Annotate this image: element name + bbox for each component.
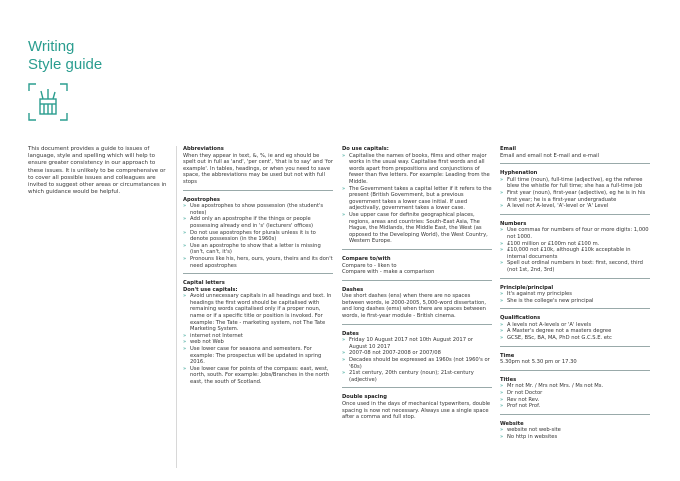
section-heading: Qualifications	[500, 315, 541, 322]
divider	[500, 163, 650, 164]
column-3	[500, 146, 650, 441]
bullet-list	[183, 293, 333, 385]
list-item: » £10,000 not £10k, although £10k acceptable in internal documents	[500, 247, 650, 260]
bullet-list	[500, 177, 650, 210]
divider	[342, 249, 492, 250]
section-text: Use short dashes (ens) when there are no spaces between words, ie 2000-2005, 5,000-word dissertation, and long dashes (ems) when there are spaces between words, ie first-year module - British cinema.	[342, 293, 487, 320]
divider	[500, 414, 650, 415]
list-item: » Use upper case for definite geographical places, regions, areas and countries: South-East Asia, The Hague, the Midlands, the Middle East, the West (as opposed to the Developing World), the West Country, Western Europe.	[342, 212, 492, 245]
list-item: » A level not A-level, 'A'-level or 'A' Level	[500, 203, 650, 210]
section-heading: Capital letters	[183, 280, 225, 287]
list-item: » A Master's degree not a masters degree	[500, 328, 650, 335]
column-1	[183, 146, 333, 386]
list-item: » Mr not Mr. / Mrs not Mrs. / Ms not Ms.	[500, 383, 650, 390]
list-item: » GCSE, BSc, BA, MA, PhD not G.C.S.E. etc	[500, 335, 650, 342]
column-divider	[176, 146, 177, 468]
section-heading: Hyphenation	[500, 170, 538, 177]
list-item: » 21st century, 20th century (noun); 21st-century (adjective)	[342, 370, 492, 383]
list-item: » web not Web	[183, 339, 333, 346]
list-item: » No http in websites	[500, 434, 650, 441]
section-heading: Double spacing	[342, 394, 387, 401]
bullet-list	[500, 427, 650, 440]
list-item: » Use an apostrophe to show that a letter is missing (isn't, can't, it's)	[183, 243, 333, 256]
divider	[500, 214, 650, 215]
section-heading: Dates	[342, 330, 359, 337]
list-item: » Avoid unnecessary capitals in all headings and text. In headings the first word should be capitalised with remaining words capitalised only if a proper noun, name or if a specific title or position is invoked. For example: The Tate - marketing system, not The Tate Marketing System.	[183, 293, 333, 333]
list-item: » Spell out ordinal numbers in text: first, second, third (not 1st, 2nd, 3rd)	[500, 260, 650, 273]
list-item: » Decades should be expressed as 1960s (not 1960's or '60s)	[342, 357, 492, 370]
section-heading: Principle/principal	[500, 284, 554, 291]
section-subheading: Don't use capitals:	[183, 286, 238, 293]
bullet-list	[500, 291, 650, 304]
section-heading: Abbreviations	[183, 146, 224, 152]
list-item: » First year (noun), first-year (adjective), eg he is in his first year; he is a first-year undergraduate	[500, 190, 650, 203]
section-heading: Titles	[500, 376, 517, 383]
list-item: » Rev not Rev.	[500, 397, 650, 404]
section-text: Email and email not E-mail and e-mail	[500, 152, 600, 159]
divider	[183, 273, 333, 274]
list-item: » Use lower case for seasons and semesters. For example: The prospectus will be updated in spring 2016.	[183, 346, 333, 366]
divider	[500, 346, 650, 347]
bullet-list	[500, 383, 650, 409]
list-item: » Friday 10 August 2017 not 10th August 2017 or August 10 2017	[342, 337, 492, 350]
divider	[342, 324, 492, 325]
divider	[183, 190, 333, 191]
pen-pot-icon	[28, 83, 68, 121]
list-item: » It's against my principles	[500, 291, 650, 298]
bullet-list	[183, 203, 333, 269]
divider	[500, 370, 650, 371]
section-heading: Numbers	[500, 220, 527, 227]
list-item: » Use apostrophes to show possession (the student's notes)	[183, 203, 333, 216]
title-line-1: Writing	[28, 38, 75, 55]
list-item: » Do not use apostrophes for plurals unless it is to denote possession (in the 1960s)	[183, 230, 333, 243]
section-text: 5.30pm not 5.30 pm or 17.30	[500, 359, 577, 366]
list-item: » Add only an apostrophe if the things or people possessing already end in 's' (lecturers' offices)	[183, 216, 333, 229]
list-item: » 2007-08 not 2007-2008 or 2007/08	[342, 350, 492, 357]
list-item: » Use lower case for points of the compass: east, west, north, south. For example: Jobs/Branches in the north east, the south of Scotland.	[183, 366, 333, 386]
list-item: » £100 million or £100m not £100 m.	[500, 241, 650, 248]
list-item: » Use commas for numbers of four or more digits: 1,000 not 1000.	[500, 227, 650, 240]
section-heading: Time	[500, 352, 515, 359]
divider	[342, 280, 492, 281]
list-item: » internet not Internet	[183, 333, 333, 340]
list-item: » Capitalise the names of books, films and other major works in the usual way. Capitalise first words and all words apart from prepositions and conjunctions of fewer than five letters. For example: Leading from the Middle.	[342, 153, 492, 186]
section-heading: Email	[500, 146, 517, 152]
divider	[342, 387, 492, 388]
list-item: » Dr not Doctor	[500, 390, 650, 397]
bullet-list	[500, 322, 650, 342]
list-item: » Pronouns like his, hers, ours, yours, theirs and its don't need apostrophes	[183, 256, 333, 269]
bullet-list	[342, 337, 492, 383]
title-line-2: Style guide	[28, 56, 103, 73]
section-heading: Compare to/with	[342, 255, 391, 262]
bullet-list	[342, 153, 492, 245]
list-item: » The Government takes a capital letter if it refers to the present (British Government, but a previous government takes a lower case initial. If used adjectivally, government takes a lower case.	[342, 186, 492, 212]
intro-paragraph: This document provides a guide to issues of language, style and spelling which will help to ensure greater consistency in our approach to these issues. It is unlikely to be comprehensive or to cover all possible issues and colleagues are invited to suggest other areas or circumstances in which guidance would be helpful.	[28, 146, 167, 196]
list-item: » A levels not A-levels or 'A' levels	[500, 322, 650, 329]
divider	[500, 278, 650, 279]
list-item: » website not web-site	[500, 427, 650, 434]
list-item: » She is the college's new principal	[500, 298, 650, 305]
section-text: Once used in the days of mechanical typewriters, double spacing is now not necessary. Always use a single space after a comma and full stop.	[342, 401, 491, 421]
document-title	[28, 38, 102, 74]
list-item: » Prof not Prof.	[500, 403, 650, 410]
section-heading: Website	[500, 420, 524, 427]
section-heading: Dashes	[342, 286, 364, 293]
section-text: When they appear in text, &, %, ie and eg should be spelt out in full as 'and', 'per cent', 'that is to say' and 'for example'. In tables, headings, or when you need to save space, the abbreviations may be used but not with full stops	[183, 152, 333, 185]
section-text: Compare to - liken to	[342, 262, 397, 269]
section-heading: Apostrophes	[183, 196, 220, 203]
section-heading: Do use capitals:	[342, 146, 389, 152]
divider	[500, 308, 650, 309]
section-text: Compare with - make a comparison	[342, 269, 435, 276]
bullet-list	[500, 227, 650, 273]
column-2	[342, 146, 492, 421]
list-item: » Full time (noun), full-time (adjective), eg the referee blew the whistle for full time; she has a full-time job	[500, 177, 650, 190]
